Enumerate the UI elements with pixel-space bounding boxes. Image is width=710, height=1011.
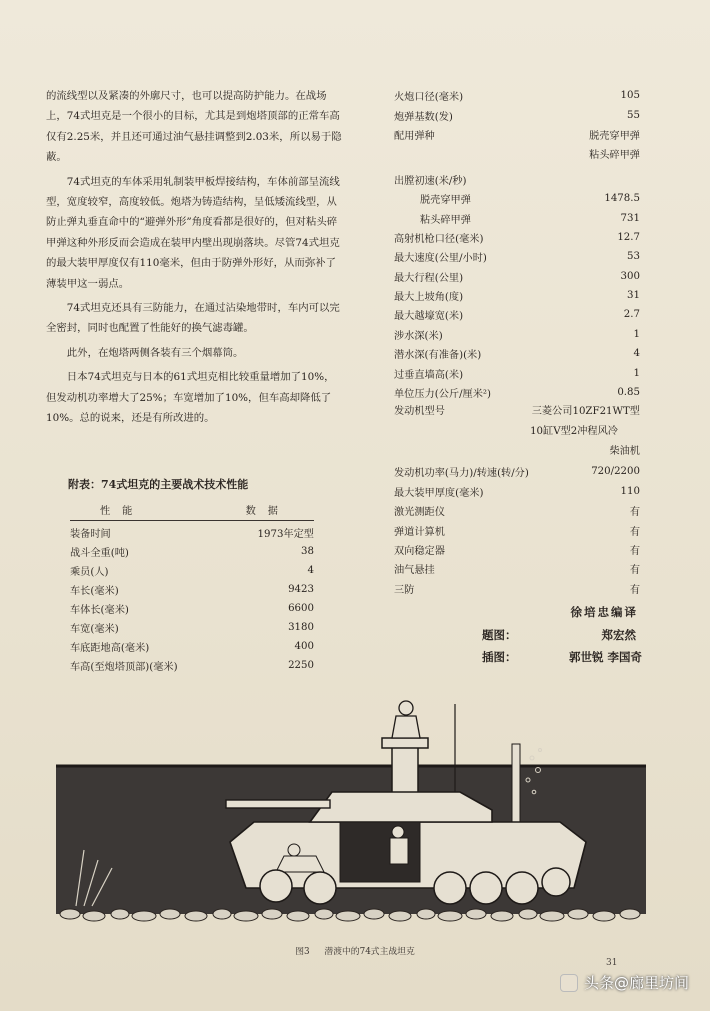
spec-label: 出膛初速(米/秒) (394, 175, 467, 187)
spec-row (394, 189, 640, 208)
table-rule (70, 520, 314, 521)
spec-row (394, 344, 640, 363)
row-label: 车宽(毫米) (70, 624, 119, 635)
engine-value (501, 402, 640, 462)
paragraph: 此外，在炮塔两侧各装有三个烟幕筒。 (66, 346, 244, 359)
spec-label: 火炮口径(毫米) (394, 92, 464, 104)
figure-text: 潜渡中的74式主战坦克 (324, 947, 415, 957)
engine-line: 三菱公司10ZF21WT型 (531, 406, 640, 418)
gun-barrel (226, 800, 330, 808)
row-label: 乘员(人) (70, 567, 109, 578)
spec-label: 配用弹种 (394, 130, 435, 142)
title-art-label: 题图： (482, 628, 517, 642)
spec-label: 最大行程(公里) (394, 272, 464, 284)
spec-row (394, 105, 640, 124)
spec-label: 双向稳定器 (394, 546, 445, 557)
spec-value: 有 (629, 565, 640, 577)
illustration-names: 郭世锐 李国奇 (568, 650, 642, 664)
spec-row (394, 267, 640, 286)
spec-label: 最大越壕宽(米) (394, 311, 464, 323)
row-label: 车底距地高(毫米) (70, 643, 150, 654)
figure-caption (0, 944, 710, 957)
spec-value: 55 (627, 109, 640, 121)
spec-row (394, 383, 640, 402)
submerged-tank-drawing (40, 700, 670, 936)
spec-value: 53 (627, 251, 640, 263)
spec-row (394, 579, 640, 598)
row-label: 装备时间 (70, 529, 111, 540)
table-row (70, 523, 314, 542)
spec-value: 有 (629, 526, 640, 538)
table-row (70, 599, 314, 618)
row-value: 9423 (288, 584, 314, 595)
appendix-title: 附表：74式坦克的主要战术技术性能 (68, 478, 249, 491)
spec-row (394, 170, 640, 189)
spec-value: 12.7 (617, 231, 640, 243)
illustration-credit (482, 646, 642, 668)
spec-label: 潜水深(有准备)(米) (394, 350, 482, 362)
spec-row (394, 501, 640, 520)
spec-label: 最大速度(公里/小时) (394, 253, 487, 265)
row-value: 38 (301, 546, 314, 557)
spec-value: 0.85 (617, 387, 640, 399)
spec-value: 110 (620, 485, 640, 497)
spec-row (394, 228, 640, 247)
spec-value: 720/2200 (591, 466, 640, 478)
engine-line: 柴油机 (609, 446, 640, 458)
spec-label: 过垂直墙高(米) (394, 369, 464, 381)
spec-label: 弹道计算机 (394, 526, 445, 538)
watermark-logo-icon (560, 974, 578, 992)
spec-value: 31 (627, 290, 640, 302)
row-value: 2250 (288, 660, 314, 671)
spec-row (394, 559, 640, 578)
illustration-label: 插图： (482, 650, 517, 664)
spec-label: 最大装甲厚度(毫米) (394, 487, 484, 499)
spec-label: 激光测距仪 (394, 507, 445, 519)
engine-row (394, 402, 640, 462)
row-value: 3180 (288, 622, 314, 633)
spec-label: 单位压力(公斤/厘米²) (394, 389, 491, 401)
tank-turret (310, 792, 492, 822)
spec-value: 有 (629, 546, 640, 557)
spec-row (394, 540, 640, 559)
title-art-credit (482, 624, 642, 646)
paragraph: 日本74式坦克与日本的61式坦克相比较重量增加了10%，但发动机功率增大了25%；车宽增加了10%，但车高却降低了10%。总的说来，还是有所改进的。 (46, 371, 335, 425)
spec-row (394, 144, 640, 163)
row-label: 战斗全重(吨) (70, 548, 129, 559)
table-row (70, 580, 314, 599)
appendix-table (70, 500, 314, 675)
engine-line: 10缸V型2冲程风冷 (530, 426, 618, 438)
commander-figure (392, 701, 420, 738)
compiler-credit: 徐培忠编译 (570, 605, 638, 619)
spec-row (394, 286, 640, 305)
riverbed-stones (60, 909, 640, 921)
spec-value: 有 (629, 584, 640, 596)
spec-value: 1 (633, 328, 640, 340)
spec-label: 油气悬挂 (394, 565, 435, 577)
spec-row (394, 325, 640, 344)
title-art-name: 郑宏然 (601, 628, 636, 642)
spec-label: 炮弹基数(发) (394, 111, 453, 123)
spec-value: 4 (633, 348, 640, 360)
spec-value: 1 (633, 367, 640, 379)
row-label: 车长(毫米) (70, 586, 119, 597)
tank-illustration (40, 700, 670, 936)
spec-label: 脱壳穿甲弹 (420, 195, 471, 207)
spec-value: 有 (629, 507, 640, 519)
table-header (70, 500, 314, 519)
spec-row (394, 305, 640, 324)
spec-row (394, 86, 640, 105)
spec-value: 731 (620, 212, 640, 224)
paragraph: 74式坦克还具有三防能力，在通过沾染地带时，车内可以完全密封，同时也配置了性能好的换气滤毒罐。 (46, 302, 340, 335)
watermark-text: 头条@廊里坊间 (584, 974, 690, 992)
paragraph: 74式坦克的车体采用轧制装甲板焊接结构，车体前部呈流线型，宽度较窄，高度较低。炮塔为铸造结构，呈低矮流线型，从防止弹丸垂直命中的“避弹外形”角度看都是很好的，但对粘头碎甲弹这种外形反而会造成在装甲内壁出现崩落块。尽管74式坦克的最大装甲厚度仅有110毫米，但由于防弹外形好，从而弥补了薄装甲这一弱点。 (46, 175, 340, 290)
header-performance: 性能 (100, 506, 145, 517)
table-row (70, 561, 314, 580)
spec-label: 高射机枪口径(毫米) (394, 233, 484, 245)
figure-number: 图3 (295, 947, 310, 957)
spec-row (394, 482, 640, 501)
spec-label: 最大上坡角(度) (394, 292, 464, 304)
watermark (560, 972, 689, 993)
spec-label: 粘头碎甲弹 (420, 214, 471, 226)
spec-list (394, 86, 640, 598)
spec-row (394, 363, 640, 382)
spec-value: 300 (620, 270, 640, 282)
spec-label: 三防 (394, 584, 415, 596)
tower-rim (382, 738, 428, 748)
table-row (70, 656, 314, 675)
row-label: 车体长(毫米) (70, 605, 129, 616)
table-row (70, 618, 314, 637)
spec-value: 2.7 (623, 309, 640, 321)
table-row (70, 637, 314, 656)
header-data: 数据 (245, 506, 290, 517)
page-number: 31 (606, 958, 618, 968)
credits (482, 600, 642, 668)
row-value: 4 (307, 565, 314, 576)
spec-row (394, 125, 640, 144)
row-value: 1973年定型 (257, 529, 314, 540)
paragraph: 的流线型以及紧凑的外廓尺寸，也可以提高防护能力。在战场上，74式坦克是一个很小的目标，尤其是到炮塔顶部的正常车高仅有2.25米，并且还可通过油气悬挂调整到2.03米，所以易于隐蔽。 (46, 90, 342, 164)
spec-value: 脱壳穿甲弹 (589, 130, 640, 142)
spec-label: 涉水深(米) (394, 330, 443, 342)
row-value: 6600 (288, 603, 314, 614)
spec-value: 粘头碎甲弹 (589, 150, 640, 162)
spec-value: 105 (620, 90, 640, 102)
spec-value: 1478.5 (604, 193, 640, 205)
spec-label: 发动机功率(马力)/转速(转/分) (394, 468, 529, 480)
spec-row (394, 247, 640, 266)
spec-row (394, 208, 640, 227)
table-row (70, 542, 314, 561)
article-body (46, 86, 344, 433)
row-label: 车高(至炮塔顶部)(毫米) (70, 662, 178, 673)
row-value: 400 (294, 641, 314, 652)
spec-row (394, 462, 640, 481)
spec-row (394, 520, 640, 539)
engine-label: 发动机型号 (394, 406, 445, 418)
